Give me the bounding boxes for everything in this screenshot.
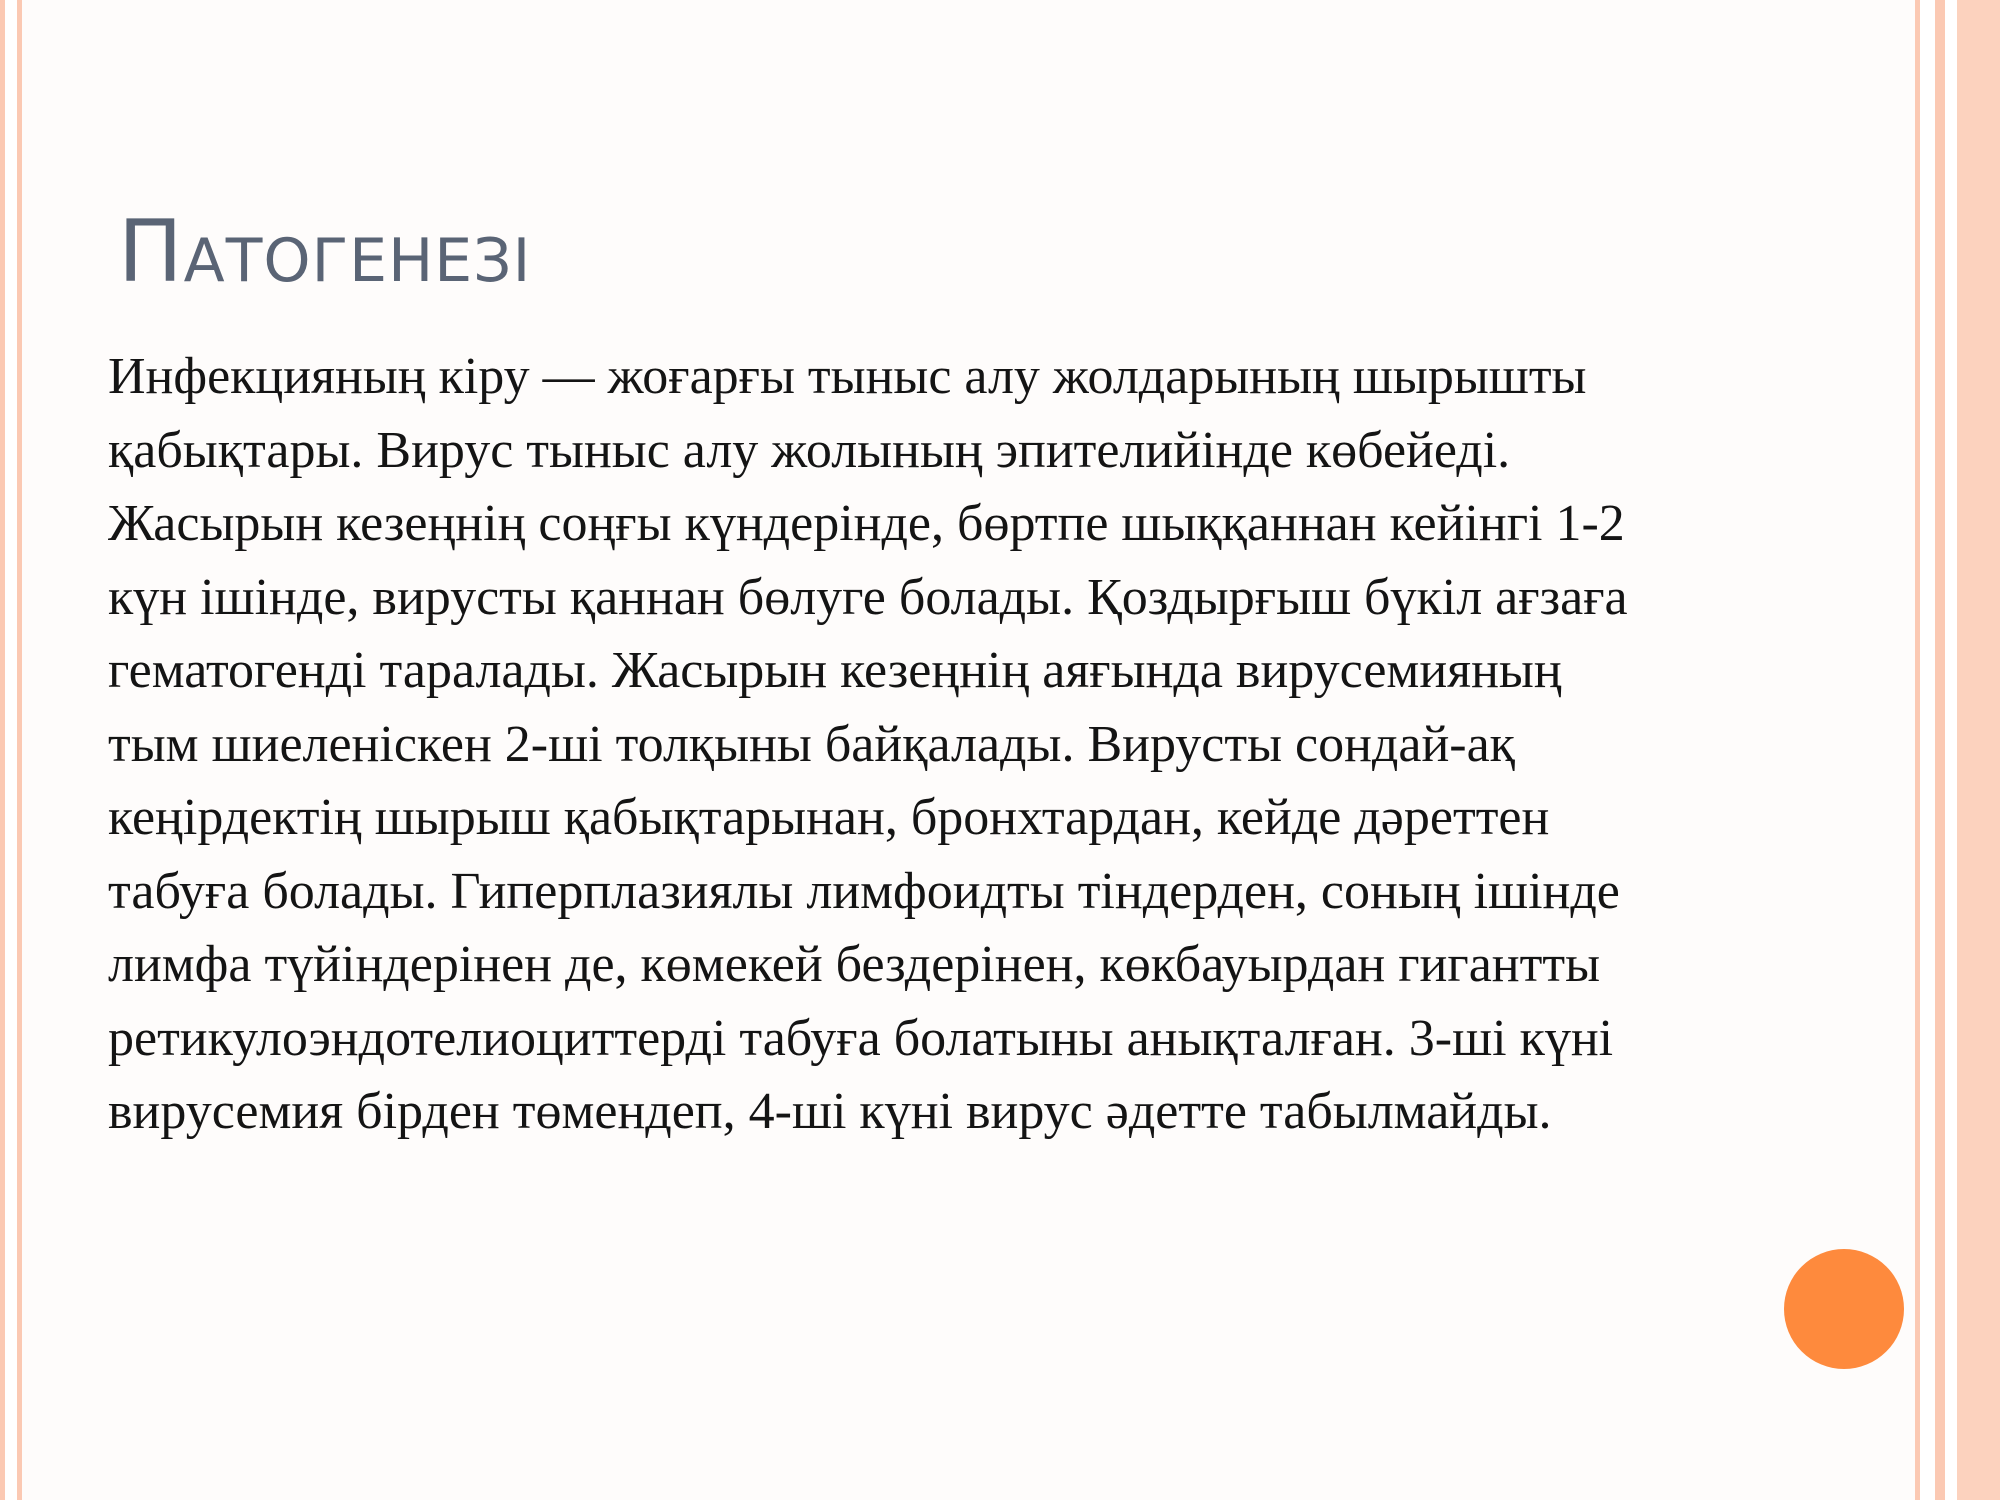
left-border-decoration bbox=[0, 0, 22, 1500]
body-line: гематогенді таралады. Жасырын кезеңнің аяғында вирусемияның bbox=[108, 642, 1562, 699]
body-line: Жасырын кезеңнің соңғы күндерінде, бөртпе шыққаннан кейінгі 1-2 bbox=[108, 495, 1625, 552]
right-border-line bbox=[1935, 0, 1945, 1500]
body-line: күн ішінде, вирусты қаннан бөлуге болады. Қоздырғыш бүкіл ағзаға bbox=[108, 568, 1628, 626]
right-border-gap bbox=[1945, 0, 1957, 1500]
slide-body bbox=[108, 340, 1908, 1149]
body-line: тым шиеленіскен 2-ші толқыны байқалады. Вирусты сондай-ақ bbox=[108, 715, 1515, 773]
body-line: лимфа түйіндерінен де, көмекей бездерінен, көкбауырдан гигантты bbox=[108, 936, 1601, 993]
right-border-gap bbox=[1920, 0, 1935, 1500]
accent-circle bbox=[1784, 1249, 1904, 1369]
body-line: вирусемия бірден төмендеп, 4-ші күні вирус әдетте табылмайды. bbox=[108, 1083, 1552, 1140]
body-line: ретикулоэндотелиоциттерді табуға болатыны анықталған. 3-ші күні bbox=[108, 1009, 1614, 1067]
right-border-band bbox=[1957, 0, 2000, 1500]
slide-title: Патогенезі bbox=[118, 202, 532, 302]
body-line: табуға болады. Гиперплазиялы лимфоидты тіндерден, соның ішінде bbox=[108, 862, 1620, 920]
body-line: Инфекцияның кіру — жоғарғы тыныс алу жолдарының шырышты bbox=[108, 348, 1587, 405]
body-line: қабықтары. Вирус тыныс алу жолының эпителийінде көбейеді. bbox=[108, 421, 1511, 479]
body-line: кеңірдектің шырыш қабықтарынан, бронхтардан, кейде дәреттен bbox=[108, 789, 1550, 846]
